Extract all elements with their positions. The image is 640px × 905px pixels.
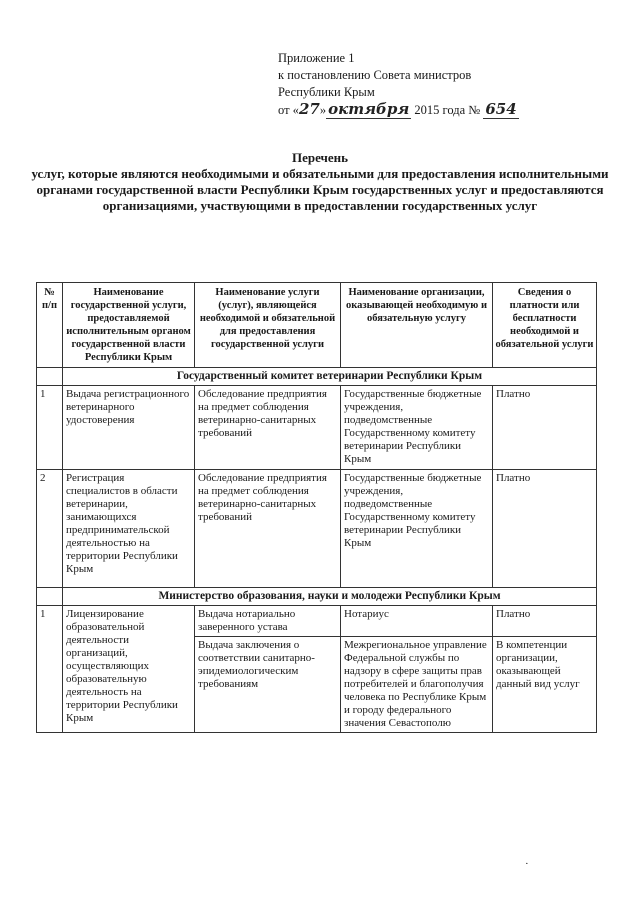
appendix-block	[278, 50, 519, 119]
row-service: Регистрация специалистов в области ветеринарии, занимающихся предпринимательской деятельностью на территории Республики Крым	[63, 470, 195, 588]
table-row	[37, 606, 597, 637]
row-payment: В компетенции организации, оказывающей данный вид услуг	[493, 637, 597, 733]
row-num: 1	[37, 606, 63, 733]
section-row	[37, 368, 597, 386]
row-required: Выдача нотариально заверенного устава	[195, 606, 341, 637]
table-row	[37, 386, 597, 470]
row-service: Лицензирование образовательной деятельности организаций, осуществляющих образовательную деятельность на территории Республики Крым	[63, 606, 195, 733]
header-payment: Сведения о платности или бесплатности необходимой и обязательной услуги	[493, 283, 597, 368]
row-payment: Платно	[493, 386, 597, 470]
appendix-line-2: к постановлению Совета министров	[278, 68, 472, 82]
row-required: Обследование предприятия на предмет соблюдения ветеринарно-санитарных требований	[195, 386, 341, 470]
row-payment: Платно	[493, 470, 597, 588]
row-organization: Государственные бюджетные учреждения, подведомственные Государственному комитету ветеринарии Республики Крым	[341, 386, 493, 470]
title-body: услуг, которые являются необходимыми и обязательными для предоставления исполнительными органами государственной власти Республики Крым государственных услуг и предоставляются организациями, участвующими в предоставлении государственных услуг	[31, 166, 609, 213]
row-organization: Межрегиональное управление Федеральной службы по надзору в сфере защиты прав потребителей и благополучия человека по Республике Крым и городу федерального значения Севастополю	[341, 637, 493, 733]
row-num: 1	[37, 386, 63, 470]
date-year: 2015 года №	[414, 103, 481, 117]
date-mid: »	[319, 103, 327, 117]
row-organization: Государственные бюджетные учреждения, подведомственные Государственному комитету ветеринарии Республики Крым	[341, 470, 493, 588]
header-service: Наименование государственной услуги, предоставляемой исполнительным органом государственной власти Республики Крым	[63, 283, 195, 368]
appendix-date-line	[278, 101, 519, 119]
document-title	[20, 150, 620, 214]
section-title: Министерство образования, науки и молодежи Республики Крым	[63, 588, 597, 606]
header-organization: Наименование организации, оказывающей необходимую и обязательную услугу	[341, 283, 493, 368]
date-prefix: от «	[278, 103, 299, 117]
title-heading: Перечень	[291, 150, 349, 165]
appendix-line-1: Приложение 1	[278, 51, 355, 65]
row-num: 2	[37, 470, 63, 588]
section-row	[37, 588, 597, 606]
section-title: Государственный комитет ветеринарии Республики Крым	[63, 368, 597, 386]
header-required: Наименование услуги (услуг), являющейся необходимой и обязательной для предоставления государственной услуги	[195, 283, 341, 368]
date-day: 27	[298, 100, 320, 118]
row-payment: Платно	[493, 606, 597, 637]
page-mark: ·	[525, 858, 529, 870]
table-header-row	[37, 283, 597, 368]
row-service: Выдача регистрационного ветеринарного удостоверения	[63, 386, 195, 470]
table-row	[37, 470, 597, 588]
header-num: № п/п	[37, 283, 63, 368]
date-month: октября	[328, 100, 410, 118]
row-required: Обследование предприятия на предмет соблюдения ветеринарно-санитарных требований	[195, 470, 341, 588]
appendix-line-3: Республики Крым	[278, 85, 375, 99]
decree-number: 654	[485, 100, 517, 118]
row-organization: Нотариус	[341, 606, 493, 637]
row-required: Выдача заключения о соответствии санитарно-эпидемиологическим требованиям	[195, 637, 341, 733]
services-table	[36, 282, 597, 733]
